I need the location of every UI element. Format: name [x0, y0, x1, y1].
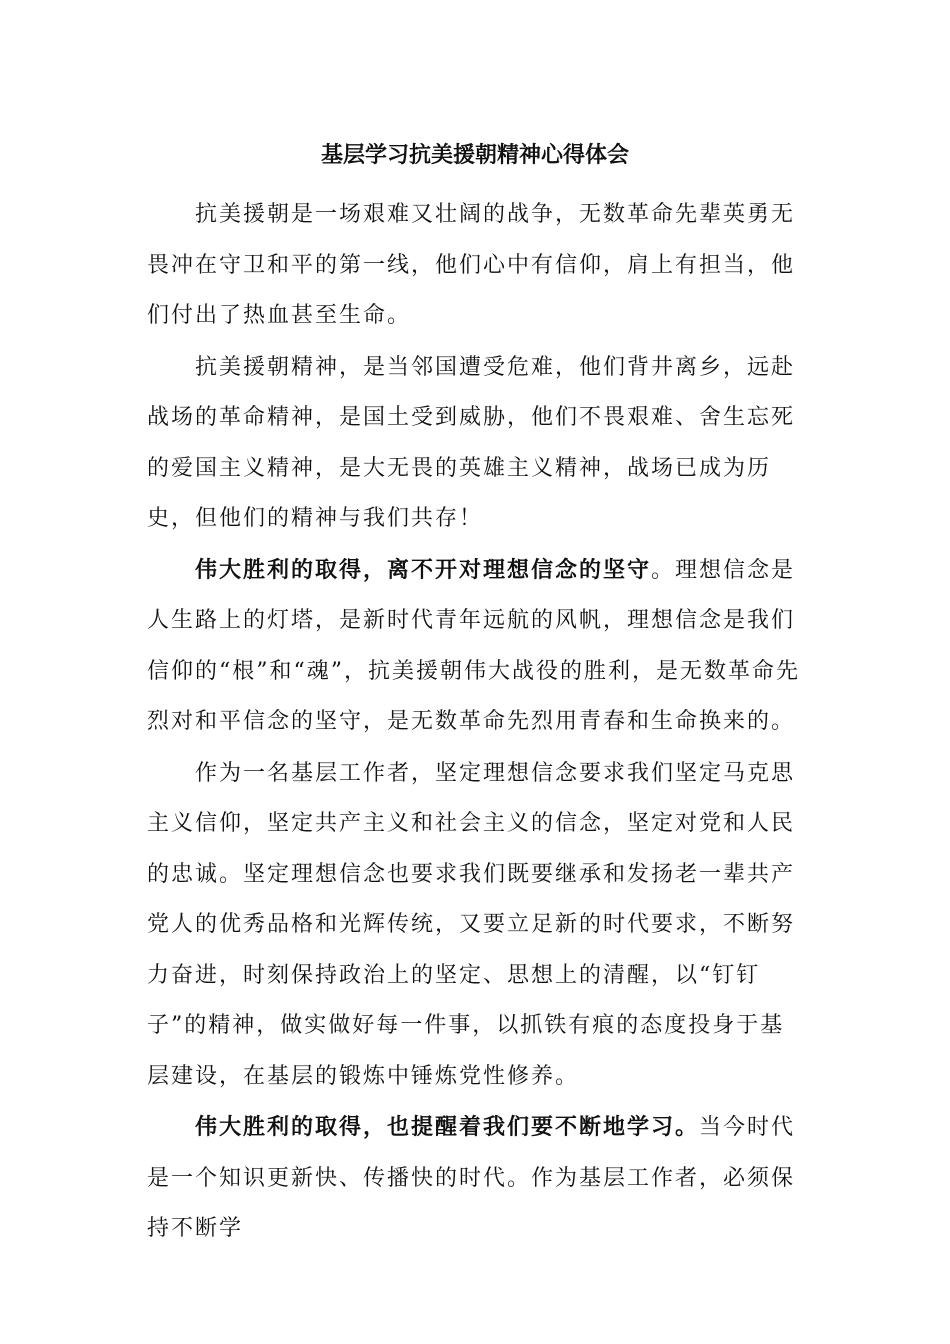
paragraph-text: 。理想信念是人生路上的灯塔，是新时代青年远航的风帆，理想信念是我们信仰的“根”和“魂”，抗美援朝伟大战役的胜利，是无数革命先烈对和平信念的坚守，是无数革命先烈用青春和生命换来的。	[147, 557, 800, 734]
paragraph-text: 抗美援朝是一场艰难又壮阔的战争，无数革命先辈英勇无畏冲在守卫和平的第一线，他们心中有信仰，肩上有担当，他们付出了热血甚至生命。	[147, 202, 796, 328]
paragraph-2	[147, 342, 807, 545]
paragraph-1	[147, 189, 807, 342]
paragraph-text: 抗美援朝精神，是当邻国遭受危难，他们背井离乡，远赴战场的革命精神，是国土受到威胁，他们不畏艰难、舍生忘死的爱国主义精神，是大无畏的英雄主义精神，战场已成为历史，但他们的精神与我们共存！	[147, 354, 796, 531]
paragraph-lead: 伟大胜利的取得，也提醒着我们要不断地学习。	[195, 1114, 700, 1140]
document-title: 基层学习抗美援朝精神心得体会	[320, 143, 629, 168]
paragraph-4	[147, 748, 807, 1103]
paragraph-lead: 伟大胜利的取得，离不开对理想信念的坚守	[195, 556, 652, 583]
document-body	[147, 189, 807, 1255]
paragraph-3	[147, 545, 807, 748]
paragraph-text: 作为一名基层工作者，坚定理想信念要求我们坚定马克思主义信仰，坚定共产主义和社会主义的信念，坚定对党和人民的忠诚。坚定理想信念也要求我们既要继承和发扬老一辈共产党人的优秀品格和光辉传统，又要立足新的时代要求，不断努力奋进，时刻保持政治上的坚定、思想上的清醒，以“钉钉子”的精神，做实做好每一件事，以抓铁有痕的态度投身于基层建设，在基层的锻炼中锤炼党性修养。	[147, 760, 796, 1089]
paragraph-5	[147, 1102, 807, 1255]
paragraph-text: 当今时代是一个知识更新快、传播快的时代。作为基层工作者，必须保持不断学	[147, 1115, 796, 1241]
